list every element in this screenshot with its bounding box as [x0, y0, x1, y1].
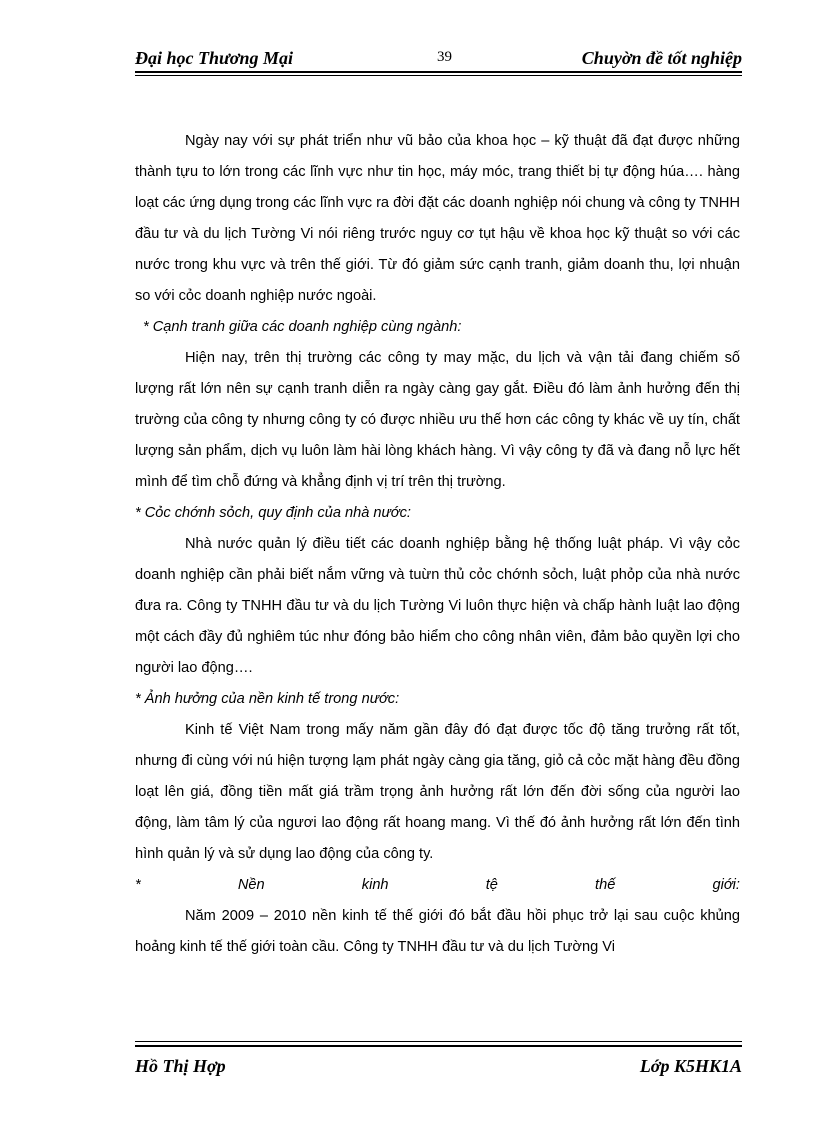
page-number: 39: [437, 49, 452, 65]
heading-word: thế: [595, 877, 616, 893]
page-body: [135, 126, 740, 963]
heading-word: Nền: [237, 877, 265, 893]
footer-rule: [135, 1045, 742, 1047]
footer-author: Hồ Thị Hợp: [135, 1056, 226, 1076]
heading-word: *: [135, 877, 141, 893]
footer-class: Lớp K5HK1A: [639, 1056, 742, 1076]
heading-word: tệ: [485, 877, 498, 893]
footer-rule-thin: [135, 1041, 742, 1042]
paragraph-competition: Hiện nay, trên thị trường các công ty may mặc, du lịch và vận tải đang chiếm số lượng rất lớn nên sự cạnh tranh diễn ra ngày càng gay gắt. Điều đó làm ảnh hưởng đến thị trường của công ty nhưng công ty có được nhiều ưu thế hơn các công ty khác về uy tín, chất lượng sản phẩm, dịch vụ luôn làm hài lòng khách hàng. Vì vậy công ty đã và đang nỗ lực hết mình để tìm chỗ đứng và khẳng định vị trí trên thị trường.: [135, 350, 740, 490]
heading-word: kinh: [361, 877, 389, 893]
page-footer: [135, 1056, 742, 1080]
heading-world-economy: [135, 870, 740, 901]
header-rule: [135, 71, 742, 73]
page-header: [135, 48, 742, 72]
paragraph-technology: Ngày nay với sự phát triển như vũ bảo của khoa học – kỹ thuật đã đạt được những thành tựu to lớn trong các lĩnh vực như tin học, máy móc, trang thiết bị tự động húa…. hàng loạt các ứng dụng trong các lĩnh vực ra đời đặt các doanh nghiệp nói chung và công ty TNHH đầu tư và du lịch Tường Vi nói riêng trước nguy cơ tụt hậu về khoa học kỹ thuật so với các nước trong khu vực và trên thế giới. Từ đó giảm sức cạnh tranh, giảm doanh thu, lợi nhuận so với cỏc doanh nghiệp nước ngoài.: [135, 133, 740, 304]
heading-domestic-economy: * Ảnh hưởng của nền kinh tế trong nước:: [135, 691, 400, 707]
heading-word: giới:: [712, 877, 740, 893]
heading-state-policy: * Cỏc chớnh sỏch, quy định của nhà nước:: [135, 505, 411, 521]
heading-industry-competition: * Cạnh tranh giữa các doanh nghiệp cùng ngành:: [143, 319, 462, 335]
header-rule-thin: [135, 75, 742, 76]
paragraph-policy: Nhà nước quản lý điều tiết các doanh nghiệp bằng hệ thống luật pháp. Vì vậy cỏc doanh nghiệp cần phải biết nắm vững và tuừn thủ cỏc chớnh sỏch, luật phỏp của nhà nước đưa ra. Công ty TNHH đầu tư và du lịch Tường Vi luôn thực hiện và chấp hành luật lao động một cách đầy đủ nghiêm túc như đóng bảo hiểm cho công nhân viên, đảm bảo quyền lợi cho người lao động….: [135, 536, 740, 676]
paragraph-domestic-economy: Kinh tế Việt Nam trong mấy năm gần đây đó đạt được tốc độ tăng trưởng rất tốt, nhưng đi cùng với nú hiện tượng lạm phát ngày càng gia tăng, giỏ cả cỏc mặt hàng đều đồng loạt lên giá, đồng tiền mất giá trầm trọng ảnh hưởng rất lớn đến đời sống của người lao động, làm tâm lý của ngươi lao động rất hoang mang. Vì thế đó ảnh hưởng rất lớn đến tình hình quản lý và sử dụng lao động của công ty.: [135, 722, 740, 862]
header-document-type: Chuyờn đề tốt nghiệp: [581, 48, 742, 68]
paragraph-world-economy: Năm 2009 – 2010 nền kinh tế thế giới đó bắt đầu hồi phục trở lại sau cuộc khủng hoảng kinh tế thế giới toàn cầu. Công ty TNHH đầu tư và du lịch Tường Vi: [135, 908, 740, 955]
header-university: Đại học Thương Mại: [135, 48, 293, 68]
